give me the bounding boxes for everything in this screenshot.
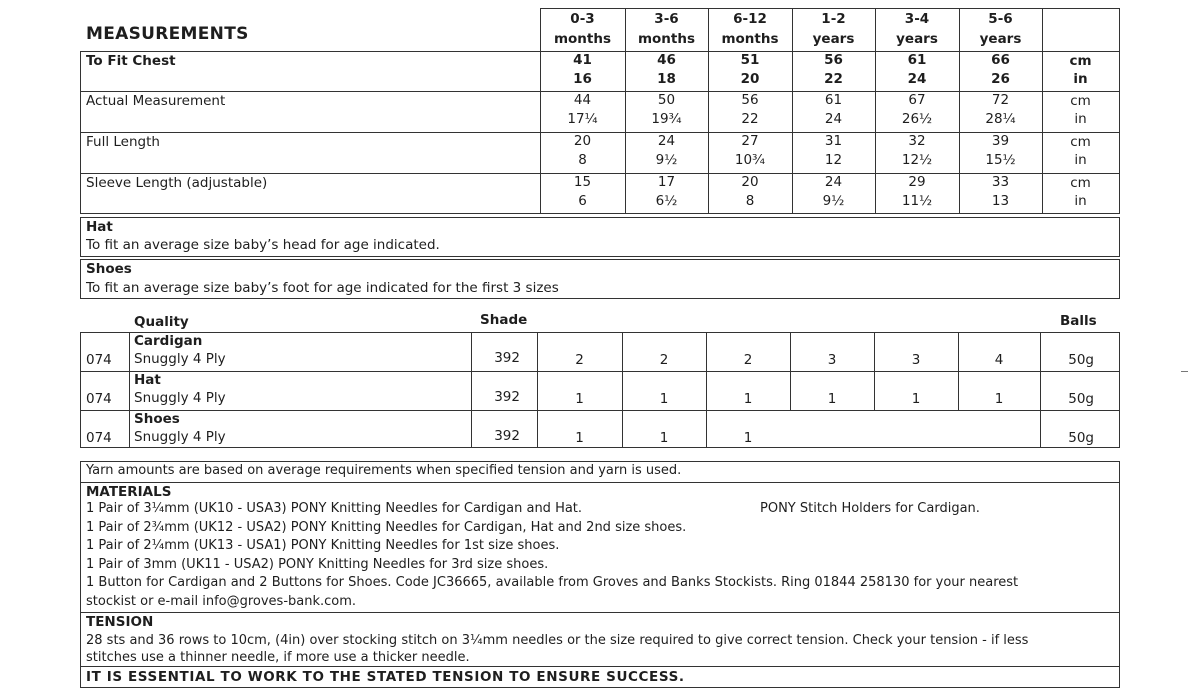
unit-in: in — [1074, 111, 1087, 127]
measurement-label: Sleeve Length (adjustable) — [86, 175, 268, 191]
yarn-ball-count: 1 — [827, 391, 837, 407]
size-header-unit: years — [979, 31, 1022, 47]
unit-cm: cm — [1070, 175, 1091, 191]
unit-cm: cm — [1069, 53, 1092, 69]
yarn-ball-count: 3 — [911, 352, 921, 368]
measurement-cm-value: 33 — [991, 174, 1010, 190]
hat-note-text: To fit an average size baby’s head for age indicated. — [86, 237, 440, 253]
yarn-quality: Snuggly 4 Ply — [134, 390, 226, 406]
measurement-cm-value: 41 — [573, 52, 592, 68]
yarn-amount-note: Yarn amounts are based on average requirements when specified tension and yarn is used. — [86, 463, 682, 478]
measurement-in-value: 26½ — [901, 111, 933, 127]
size-header-range: 3-4 — [904, 11, 930, 27]
yarn-ball-count: 1 — [575, 430, 584, 446]
yarn-shade: 392 — [494, 350, 520, 366]
yarn-ball-count: 1 — [911, 391, 921, 407]
measurement-cm-value: 24 — [824, 174, 843, 190]
tension-line: stitches use a thinner needle, if more use a thicker needle. — [86, 650, 470, 665]
size-header-unit: months — [637, 31, 696, 47]
measurement-label: To Fit Chest — [86, 53, 176, 69]
materials-line: stockist or e-mail info@groves-bank.com. — [86, 593, 357, 609]
measurement-cm-value: 56 — [824, 52, 843, 68]
measurement-in-value: 24 — [907, 71, 927, 87]
materials-line: 1 Pair of 2¼mm (UK13 - USA1) PONY Knitting Needles for 1st size shoes. — [86, 538, 560, 553]
materials-line: 1 Button for Cardigan and 2 Buttons for Shoes. Code JC36665, available from Groves and Banks Stockists. Ring 01844 258130 for your nearest — [86, 575, 1019, 590]
size-header-unit: years — [812, 31, 855, 47]
measurement-in-value: 12½ — [901, 152, 933, 168]
measurement-cm-value: 50 — [657, 92, 676, 108]
yarn-ball-count: 3 — [827, 352, 837, 368]
measurement-cm-value: 17 — [657, 174, 676, 190]
measurement-cm-value: 20 — [573, 133, 592, 149]
shoes-note-text: To fit an average size baby’s foot for age indicated for the first 3 sizes — [86, 280, 559, 296]
unit-in: in — [1074, 193, 1087, 209]
yarn-ball-count: 2 — [743, 352, 753, 368]
yarn-quality: Snuggly 4 Ply — [134, 351, 226, 367]
yarn-ball-count: 2 — [575, 352, 584, 368]
measurement-cm-value: 51 — [740, 52, 760, 68]
measurement-cm-value: 46 — [657, 52, 676, 68]
yarn-ball-weight: 50g — [1068, 391, 1094, 407]
materials-line: 1 Pair of 2¾mm (UK12 - USA2) PONY Knitting Needles for Cardigan, Hat and 2nd size shoes. — [86, 519, 687, 535]
yarn-code: 074 — [86, 391, 112, 407]
measurement-cm-value: 72 — [991, 92, 1010, 108]
measurement-cm-value: 20 — [741, 174, 759, 190]
yarn-shade: 392 — [494, 389, 520, 405]
yarn-ball-count: 1 — [659, 391, 669, 407]
measurement-cm-value: 61 — [824, 92, 843, 108]
measurement-in-value: 16 — [573, 71, 592, 87]
size-header-range: 3-6 — [654, 11, 679, 27]
tension-title: TENSION — [86, 614, 154, 630]
measurement-cm-value: 27 — [741, 133, 759, 149]
yarn-item: Cardigan — [134, 333, 203, 349]
yarn-ball-weight: 50g — [1068, 430, 1094, 446]
size-header-unit: years — [896, 31, 938, 47]
measurement-cm-value: 32 — [908, 133, 926, 149]
measurement-in-value: 22 — [824, 71, 843, 87]
size-header-range: 1-2 — [821, 11, 846, 27]
yarn-quality: Snuggly 4 Ply — [134, 429, 226, 445]
measurement-cm-value: 44 — [573, 92, 592, 108]
measurement-in-value: 10¾ — [734, 152, 766, 168]
quality-header: Quality — [134, 314, 189, 330]
yarn-ball-count: 4 — [994, 352, 1004, 368]
measurement-in-value: 13 — [991, 193, 1010, 209]
yarn-ball-count: 1 — [743, 430, 753, 446]
measurement-cm-value: 31 — [824, 133, 843, 149]
measurement-label: Actual Measurement — [86, 93, 226, 109]
measurement-cm-value: 66 — [991, 52, 1010, 68]
hat-note-title: Hat — [86, 219, 113, 235]
measurement-cm-value: 24 — [657, 133, 676, 149]
materials-line: 1 Pair of 3mm (UK11 - USA2) PONY Knitting Needles for 3rd size shoes. — [86, 556, 549, 572]
yarn-ball-count: 1 — [575, 391, 584, 407]
measurement-cm-value: 67 — [908, 92, 926, 108]
size-header-unit: months — [721, 31, 779, 47]
measurement-in-value: 12 — [824, 152, 843, 168]
yarn-item: Hat — [134, 372, 161, 388]
measurement-in-value: 15½ — [985, 152, 1016, 168]
measurement-in-value: 28¼ — [985, 111, 1016, 127]
measurement-in-value: 24 — [824, 111, 843, 127]
measurement-label: Full Length — [86, 134, 160, 150]
size-header-range: 0-3 — [570, 11, 595, 27]
materials-title: MATERIALS — [86, 484, 172, 500]
measurement-in-value: 9½ — [822, 193, 845, 209]
shoes-note-title: Shoes — [86, 261, 132, 277]
measurement-in-value: 6½ — [655, 193, 678, 209]
unit-in: in — [1074, 152, 1087, 168]
measurement-in-value: 26 — [991, 71, 1010, 87]
unit-in: in — [1073, 71, 1088, 87]
edge-mark — [1181, 371, 1188, 372]
measurement-in-value: 17¼ — [567, 111, 598, 127]
unit-cm: cm — [1070, 93, 1091, 109]
measurement-cm-value: 56 — [741, 92, 759, 108]
materials-holders: PONY Stitch Holders for Cardigan. — [760, 501, 980, 516]
yarn-ball-count: 1 — [659, 430, 669, 446]
yarn-ball-weight: 50g — [1068, 352, 1094, 368]
measurement-cm-value: 29 — [908, 174, 926, 190]
measurement-cm-value: 61 — [907, 52, 927, 68]
yarn-ball-count: 1 — [994, 391, 1004, 407]
shade-header: Shade — [480, 312, 528, 328]
yarn-ball-count: 1 — [743, 391, 753, 407]
measurements-title: MEASUREMENTS — [86, 24, 249, 44]
materials-line: 1 Pair of 3¼mm (UK10 - USA3) PONY Knitting Needles for Cardigan and Hat. — [86, 501, 583, 516]
yarn-code: 074 — [86, 430, 112, 446]
unit-cm: cm — [1070, 134, 1091, 150]
measurement-cm-value: 39 — [991, 133, 1010, 149]
measurement-in-value: 8 — [745, 193, 755, 209]
tension-line: 28 sts and 36 rows to 10cm, (4in) over stocking stitch on 3¼mm needles or the size required to give correct tension. Check your tension - if less — [86, 633, 1029, 648]
measurement-in-value: 8 — [578, 152, 587, 168]
size-header-range: 5-6 — [988, 11, 1013, 27]
yarn-code: 074 — [86, 352, 112, 368]
balls-header: Balls — [1060, 313, 1097, 329]
measurement-in-value: 11½ — [901, 193, 933, 209]
measurement-in-value: 22 — [741, 111, 759, 127]
measurement-in-value: 20 — [740, 71, 760, 87]
size-header-unit: months — [553, 31, 612, 47]
measurement-in-value: 9½ — [655, 152, 678, 168]
yarn-ball-count: 2 — [659, 352, 669, 368]
essential-note: IT IS ESSENTIAL TO WORK TO THE STATED TENSION TO ENSURE SUCCESS. — [86, 669, 685, 685]
size-header-range: 6-12 — [733, 11, 767, 27]
measurement-cm-value: 15 — [573, 174, 592, 190]
measurement-in-value: 19¾ — [651, 111, 682, 127]
yarn-shade: 392 — [494, 428, 520, 444]
yarn-item: Shoes — [134, 411, 180, 427]
measurement-in-value: 6 — [578, 193, 587, 209]
measurement-in-value: 18 — [657, 71, 676, 87]
